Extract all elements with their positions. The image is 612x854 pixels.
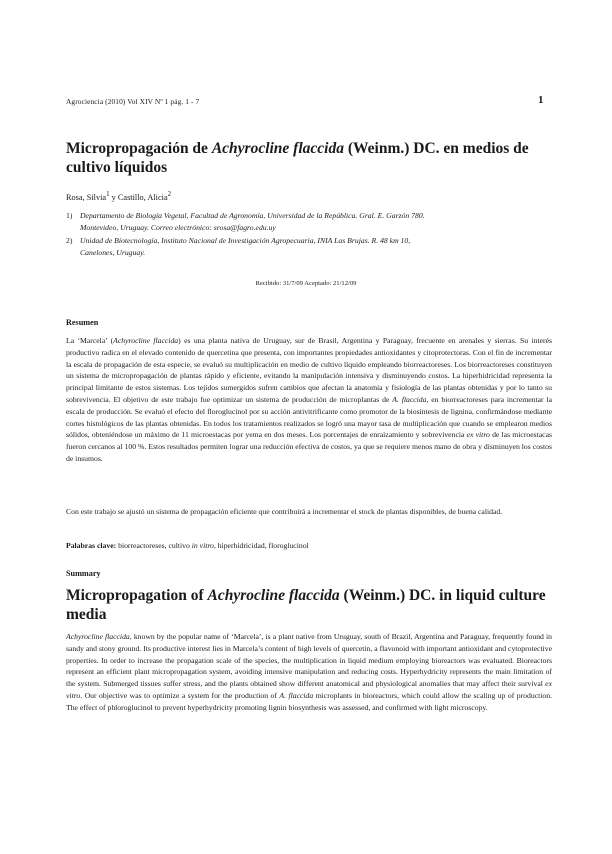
title-spanish bbox=[66, 140, 556, 178]
title-es-species: Achyrocline flaccida bbox=[211, 140, 344, 157]
title-en-species: Achyrocline flaccida bbox=[207, 587, 340, 604]
summary-species: Achyrocline flaccida bbox=[66, 632, 130, 641]
author-2: y Castillo, Alicia bbox=[109, 192, 168, 202]
summary-italic-term: ex vitro bbox=[66, 679, 552, 700]
title-en-part1: Micropropagation of bbox=[66, 587, 208, 604]
resumen-text: ) es una planta nativa de Uruguay, sur de Brasil, Argentina y Paraguay, frecuente en arenales y sierras. Su interés productivo radica en el elevado contenido de quercetina que presenta, con importantes propiedades antioxidantes y citoprotectoras. Con el fin de incrementar la escala de propagación de esta especie, se evaluó su multiplicación en medio de cultivo líquido empleando biorreactoreses. Los biorreactoreses constituyen un sistema de micropropagación de plantas rápido y eficiente, evitando la manipulación intensiva y disminuyendo costos. La hiperhidricidad representa la principal limitante de estos sistemas. Los tejidos sumergidos sufren cambios que afectan la anatomía y fisiología de las plantas obtenidas y por lo tanto su sobrevivencia. El objetivo de este trabajo fue optimizar un sistema de producción de microplantas de bbox=[66, 336, 552, 404]
keywords-text: , hiperhidricidad, floroglucinol bbox=[213, 541, 309, 550]
keywords bbox=[66, 541, 309, 550]
resumen-text: , en biorreactoreses para incrementar la escala de producción. Se evaluó el efecto del floroglucinol por su acción antivitrificante como promotor de la biosíntesis de lignina, confirmándose mediante cortes histológicos de las plantas obtenidas. En todos los tratamientos realizados se logró una mayor tasa de multiplicación que cuando se emplearon medios sólidos, obteniéndose un máximo de 11 microestacas por yema en dos meses. Los porcentajes de enraizamiento y sobrevivencia bbox=[66, 394, 552, 440]
summary-text: , known by the popular name of ‘Marcela’, is a plant native from Uruguay, south of Brazil, Argentina and Paraguay, frequently found in sandy and stony ground. Its productive interest lies in Marcela’s content of high levels of quercetin, a flavonoid with important antioxidant and cytoprotective properties. In order to increase the propagation scale of the species, the multiplication in liquid medium employing bioreactors was evaluated. Bioreactors represent an efficient plant micropropagation system, avoiding intensive manipulation and reducing costs. Hyperhydricity represents the main limitation of the system. Submerged tissues suffer stress, and the plants obtained show different anatomical and physiological anomalies that may affect their survival bbox=[66, 632, 552, 689]
affiliation-2-line1: Unidad de Biotecnología, Instituto Nacional de Investigación Agropecuaria, INIA Las Brujas. R. 48 km 10, bbox=[80, 236, 411, 245]
keywords-text: biorreactoreses, cultivo bbox=[116, 541, 192, 550]
summary-species: A. flaccida bbox=[279, 690, 314, 700]
resumen-text: de las microestacas fueron cercanos al 100 %. Estos resultados permiten lograr una reducción efectiva de costos, ya que se requiere menos mano de obra y disminuyen los costos de insumos. bbox=[66, 430, 552, 463]
affiliation-2 bbox=[66, 235, 553, 260]
affiliation-2-number: 2) bbox=[66, 236, 73, 245]
resumen-paragraph-1 bbox=[66, 335, 552, 465]
resumen-heading: Resumen bbox=[66, 318, 99, 327]
resumen-species: A. flaccida bbox=[392, 394, 427, 404]
author-1-affiliation: 1 bbox=[106, 191, 110, 198]
affiliation-1-line1: Departamento de Biología Vegetal, Facultad de Agronomía, Universidad de la República. Gral. E. Garzón 780. bbox=[80, 211, 425, 220]
keywords-italic: in vitro bbox=[191, 541, 214, 550]
resumen-species: Achyrocline flaccida bbox=[113, 336, 179, 345]
received-accepted-dates: Recibido: 31/7/09 Aceptado: 21/12/09 bbox=[255, 280, 357, 287]
summary-text: microplants in bioreactors, which could allow the scaling up of production. The effect of phloroglucinol to prevent hyperhydricity promoting lignin biosynthesis was assessed, and confirmed with light microscopy. bbox=[66, 690, 552, 712]
authors bbox=[66, 191, 171, 202]
title-english bbox=[66, 587, 556, 625]
resumen-text: La ‘Marcela’ ( bbox=[66, 336, 114, 345]
summary-heading: Summary bbox=[66, 569, 101, 578]
page-number: 1 bbox=[538, 94, 544, 106]
keywords-label: Palabras clave: bbox=[66, 541, 117, 550]
summary-paragraph bbox=[66, 631, 552, 714]
title-en-part2: (Weinm.) DC. in liquid culture media bbox=[66, 587, 546, 623]
affiliation-1-line2: Montevideo, Uruguay. Correo electrónico: srosa@fagro.edu.uy bbox=[80, 223, 276, 233]
title-es-part2: (Weinm.) DC. en medios de cultivo líquidos bbox=[66, 140, 529, 176]
affiliation-1-number: 1) bbox=[66, 211, 73, 220]
author-1: Rosa, Silvia bbox=[66, 192, 107, 202]
resumen-italic-term: ex vitro bbox=[466, 430, 490, 440]
author-2-affiliation: 2 bbox=[167, 191, 172, 198]
resumen-paragraph-2: Con este trabajo se ajustó un sistema de propagación eficiente que contribuirá a incrementar el stock de plantas disponibles, de buena calidad. bbox=[66, 507, 503, 516]
journal-reference: Agrociencia (2010) Vol XIV Nº 1 pág. 1 - 7 bbox=[66, 97, 200, 106]
summary-text: . Our objective was to optimize a system for the production of bbox=[80, 690, 280, 700]
title-es-part1: Micropropagación de bbox=[66, 140, 212, 157]
affiliation-1 bbox=[66, 210, 553, 235]
affiliation-2-line2: Canelones, Uruguay. bbox=[80, 248, 146, 258]
